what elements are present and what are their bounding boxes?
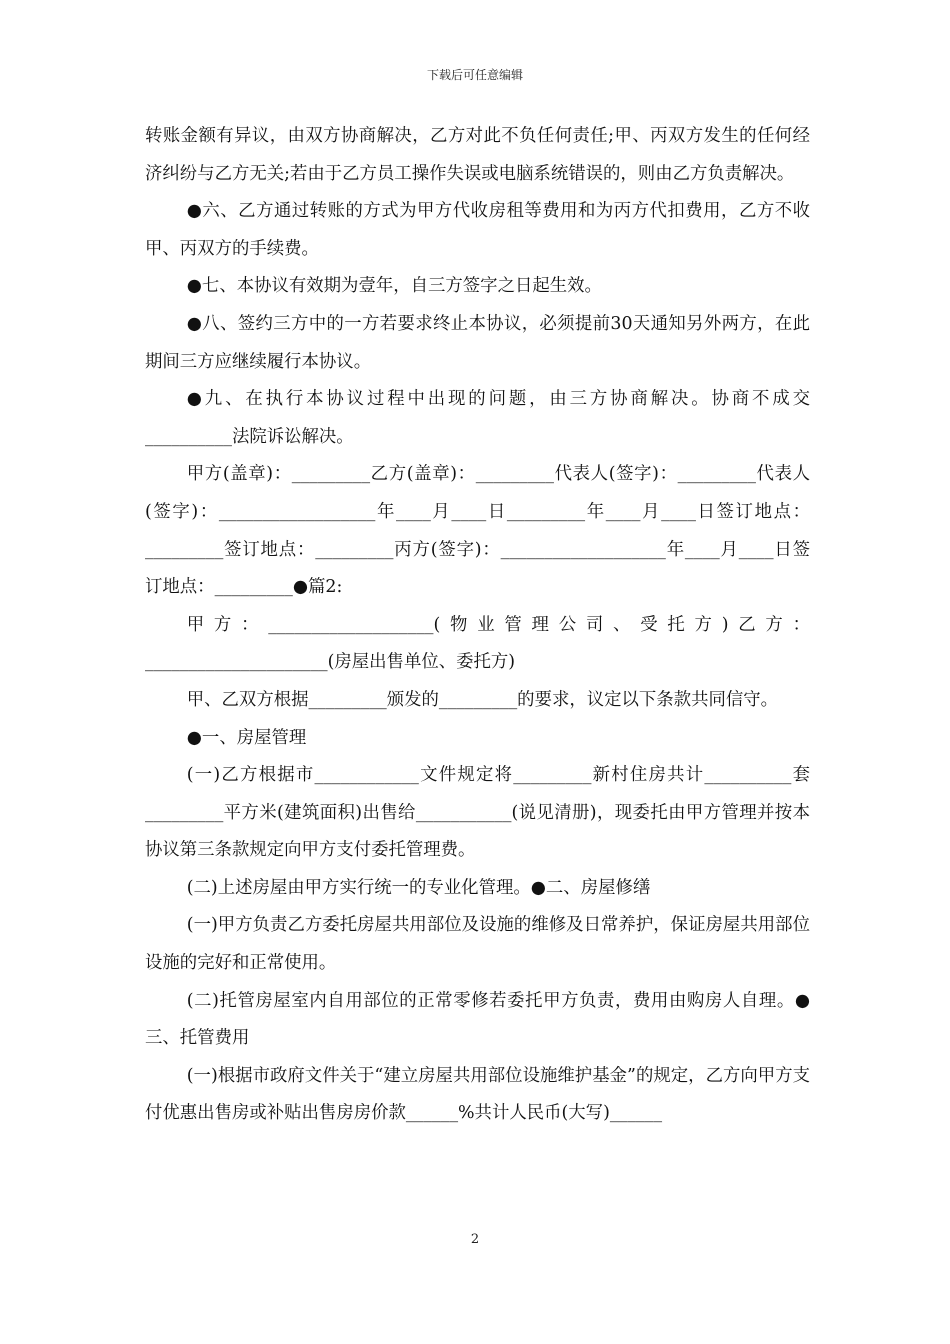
party-line: 甲方：___________________(物业管理公司、受托方)乙方：_____________________(房屋出售单位、委托方) xyxy=(145,614,810,673)
paragraph: ●七、本协议有效期为壹年，自三方签字之日起生效。 xyxy=(186,276,602,297)
paragraph: 甲、乙双方根据_________颁发的_________的要求，议定以下条款共同信守。 xyxy=(186,689,779,710)
paragraph: ●八、签约三方中的一方若要求终止本协议，必须提前30天通知另外两方，在此期间三方应继续履行本协议。 xyxy=(145,313,810,372)
section-heading: ●一、房屋管理 xyxy=(186,727,307,748)
paragraph: ●六、乙方通过转账的方式为甲方代收房租等费用和为丙方代扣费用，乙方不收甲、丙双方的手续费。 xyxy=(145,201,810,259)
document-body xyxy=(145,118,810,1133)
paragraph: ●九、在执行本协议过程中出现的问题，由三方协商解决。协商不成交__________法院诉讼解决。 xyxy=(145,389,810,447)
signature-block: 甲方(盖章)：_________乙方(盖章)：_________代表人(签字)：_________代表人(签字)：__________________年____月____日_________年____月____日签订地点：_________签订地点：_________丙方(签字)：___________________年____月____日签订地点：_________●篇2: xyxy=(145,464,810,598)
paragraph: (二)上述房屋由甲方实行统一的专业化管理。●二、房屋修缮 xyxy=(186,877,651,898)
paragraph: 转账金额有异议，由双方协商解决，乙方对此不负任何责任;甲、丙双方发生的任何经济纠纷与乙方无关;若由于乙方员工操作失误或电脑系统错误的，则由乙方负责解决。 xyxy=(145,126,810,184)
paragraph: (一)甲方负责乙方委托房屋共用部位及设施的维修及日常养护，保证房屋共用部位设施的完好和正常使用。 xyxy=(145,915,810,974)
page-header: 下载后可任意编辑 xyxy=(426,68,523,82)
page-number: 2 xyxy=(470,1232,480,1247)
paragraph: (一)根据市政府文件关于“建立房屋共用部位设施维护基金”的规定，乙方向甲方支付优惠出售房或补贴出售房房价款______%共计人民币(大写)______ xyxy=(145,1065,810,1124)
paragraph: (二)托管房屋室内自用部位的正常零修若委托甲方负责，费用由购房人自理。●三、托管费用 xyxy=(145,990,810,1049)
paragraph: (一)乙方根据市____________文件规定将_________新村住房共计__________套_________平方米(建筑面积)出售给___________(说见清册)，现委托由甲方管理并按本协议第三条款规定向甲方支付委托管理费。 xyxy=(145,765,810,861)
